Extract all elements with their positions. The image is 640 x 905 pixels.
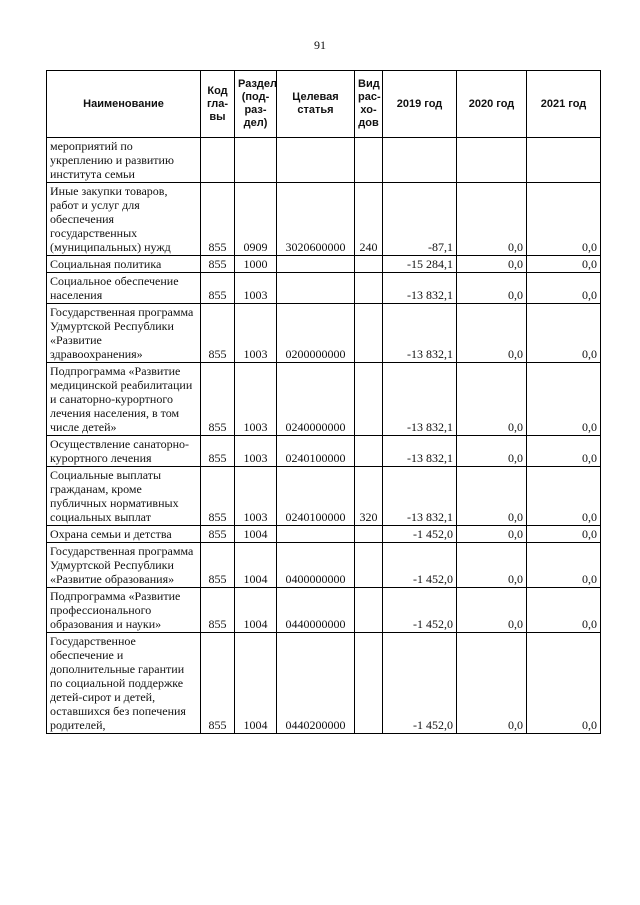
cell-razdel: 1003 (235, 436, 277, 467)
cell-vid (355, 256, 383, 273)
cell-name: Государственная программа Удмуртской Республики «Развитие образования» (47, 543, 201, 588)
cell-y2020: 0,0 (457, 543, 527, 588)
cell-y2020: 0,0 (457, 467, 527, 526)
cell-y2019: -1 452,0 (383, 633, 457, 734)
table-row (47, 273, 601, 304)
cell-vid (355, 633, 383, 734)
cell-vid (355, 304, 383, 363)
cell-y2021: 0,0 (527, 467, 601, 526)
page-number: 91 (314, 38, 326, 52)
cell-vid (355, 273, 383, 304)
cell-glava: 855 (201, 543, 235, 588)
cell-y2021: 0,0 (527, 633, 601, 734)
header-y2021: 2021 год (527, 71, 601, 138)
cell-y2020: 0,0 (457, 633, 527, 734)
cell-razdel: 1003 (235, 273, 277, 304)
cell-y2021: 0,0 (527, 588, 601, 633)
cell-y2020: 0,0 (457, 273, 527, 304)
cell-y2019: -13 832,1 (383, 363, 457, 436)
cell-name: Социальные выплаты гражданам, кроме публичных нормативных социальных выплат (47, 467, 201, 526)
cell-razdel: 0909 (235, 183, 277, 256)
header-y2020: 2020 год (457, 71, 527, 138)
cell-y2020: 0,0 (457, 304, 527, 363)
cell-glava: 855 (201, 526, 235, 543)
cell-statya (277, 526, 355, 543)
cell-glava: 855 (201, 588, 235, 633)
cell-glava: 855 (201, 256, 235, 273)
cell-y2019: -13 832,1 (383, 304, 457, 363)
cell-statya (277, 256, 355, 273)
table-body (47, 138, 601, 734)
cell-y2020: 0,0 (457, 363, 527, 436)
cell-y2020: 0,0 (457, 256, 527, 273)
cell-glava: 855 (201, 304, 235, 363)
cell-glava: 855 (201, 273, 235, 304)
cell-vid: 320 (355, 467, 383, 526)
cell-vid (355, 138, 383, 183)
cell-razdel: 1004 (235, 588, 277, 633)
cell-statya: 0200000000 (277, 304, 355, 363)
cell-name: Подпрограмма «Развитие профессионального образования и науки» (47, 588, 201, 633)
cell-y2021: 0,0 (527, 256, 601, 273)
table-row (47, 526, 601, 543)
cell-statya: 0440200000 (277, 633, 355, 734)
cell-y2020: 0,0 (457, 183, 527, 256)
cell-y2019: -1 452,0 (383, 588, 457, 633)
cell-y2019: -13 832,1 (383, 436, 457, 467)
cell-y2019 (383, 138, 457, 183)
cell-statya: 0240000000 (277, 363, 355, 436)
cell-statya: 0240100000 (277, 467, 355, 526)
cell-vid (355, 363, 383, 436)
header-y2019: 2019 год (383, 71, 457, 138)
cell-y2019: -87,1 (383, 183, 457, 256)
cell-y2019: -13 832,1 (383, 467, 457, 526)
cell-vid (355, 543, 383, 588)
table-row (47, 138, 601, 183)
table-row (47, 363, 601, 436)
cell-vid (355, 436, 383, 467)
cell-glava: 855 (201, 436, 235, 467)
header-glava: Код гла-вы (201, 71, 235, 138)
cell-y2019: -1 452,0 (383, 526, 457, 543)
cell-y2020 (457, 138, 527, 183)
budget-table (46, 70, 601, 734)
table-row (47, 543, 601, 588)
cell-razdel: 1004 (235, 633, 277, 734)
table-row (47, 256, 601, 273)
cell-name: Подпрограмма «Развитие медицинской реабилитации и санаторно-курортного лечения населения, в том числе детей» (47, 363, 201, 436)
cell-y2021: 0,0 (527, 304, 601, 363)
cell-vid: 240 (355, 183, 383, 256)
cell-statya: 0400000000 (277, 543, 355, 588)
cell-statya: 3020600000 (277, 183, 355, 256)
cell-vid (355, 588, 383, 633)
cell-statya: 0240100000 (277, 436, 355, 467)
cell-y2020: 0,0 (457, 526, 527, 543)
header-row (47, 71, 601, 138)
cell-razdel: 1004 (235, 543, 277, 588)
cell-name: Осуществление санаторно-курортного лечения (47, 436, 201, 467)
cell-razdel: 1004 (235, 526, 277, 543)
cell-y2021 (527, 138, 601, 183)
cell-name: Охрана семьи и детства (47, 526, 201, 543)
cell-y2021: 0,0 (527, 273, 601, 304)
cell-y2021: 0,0 (527, 363, 601, 436)
cell-razdel: 1003 (235, 467, 277, 526)
header-vid: Вид рас-хо-дов (355, 71, 383, 138)
header-statya: Целевая статья (277, 71, 355, 138)
cell-name: Государственная программа Удмуртской Республики «Развитие здравоохранения» (47, 304, 201, 363)
cell-y2021: 0,0 (527, 543, 601, 588)
table-row (47, 183, 601, 256)
header-name: Наименование (47, 71, 201, 138)
cell-glava: 855 (201, 467, 235, 526)
cell-y2020: 0,0 (457, 588, 527, 633)
cell-statya: 0440000000 (277, 588, 355, 633)
cell-name: Социальное обеспечение населения (47, 273, 201, 304)
cell-y2020: 0,0 (457, 436, 527, 467)
cell-y2019: -15 284,1 (383, 256, 457, 273)
cell-glava: 855 (201, 633, 235, 734)
cell-name: мероприятий по укреплению и развитию института семьи (47, 138, 201, 183)
cell-name: Социальная политика (47, 256, 201, 273)
cell-razdel (235, 138, 277, 183)
cell-y2019: -13 832,1 (383, 273, 457, 304)
cell-y2019: -1 452,0 (383, 543, 457, 588)
cell-glava (201, 138, 235, 183)
cell-name: Государственное обеспечение и дополнительные гарантии по социальной поддержке детей-сирот и детей, оставшихся без попечения родителей, (47, 633, 201, 734)
table-row (47, 633, 601, 734)
table-row (47, 304, 601, 363)
table-row (47, 467, 601, 526)
cell-razdel: 1000 (235, 256, 277, 273)
cell-statya (277, 138, 355, 183)
cell-y2021: 0,0 (527, 183, 601, 256)
cell-glava: 855 (201, 363, 235, 436)
cell-name: Иные закупки товаров, работ и услуг для обеспечения государственных (муниципальных) нужд (47, 183, 201, 256)
cell-y2021: 0,0 (527, 436, 601, 467)
table-row (47, 436, 601, 467)
table-row (47, 588, 601, 633)
cell-statya (277, 273, 355, 304)
cell-vid (355, 526, 383, 543)
cell-razdel: 1003 (235, 304, 277, 363)
header-razdel: Раздел (под-раз-дел) (235, 71, 277, 138)
cell-razdel: 1003 (235, 363, 277, 436)
cell-y2021: 0,0 (527, 526, 601, 543)
cell-glava: 855 (201, 183, 235, 256)
